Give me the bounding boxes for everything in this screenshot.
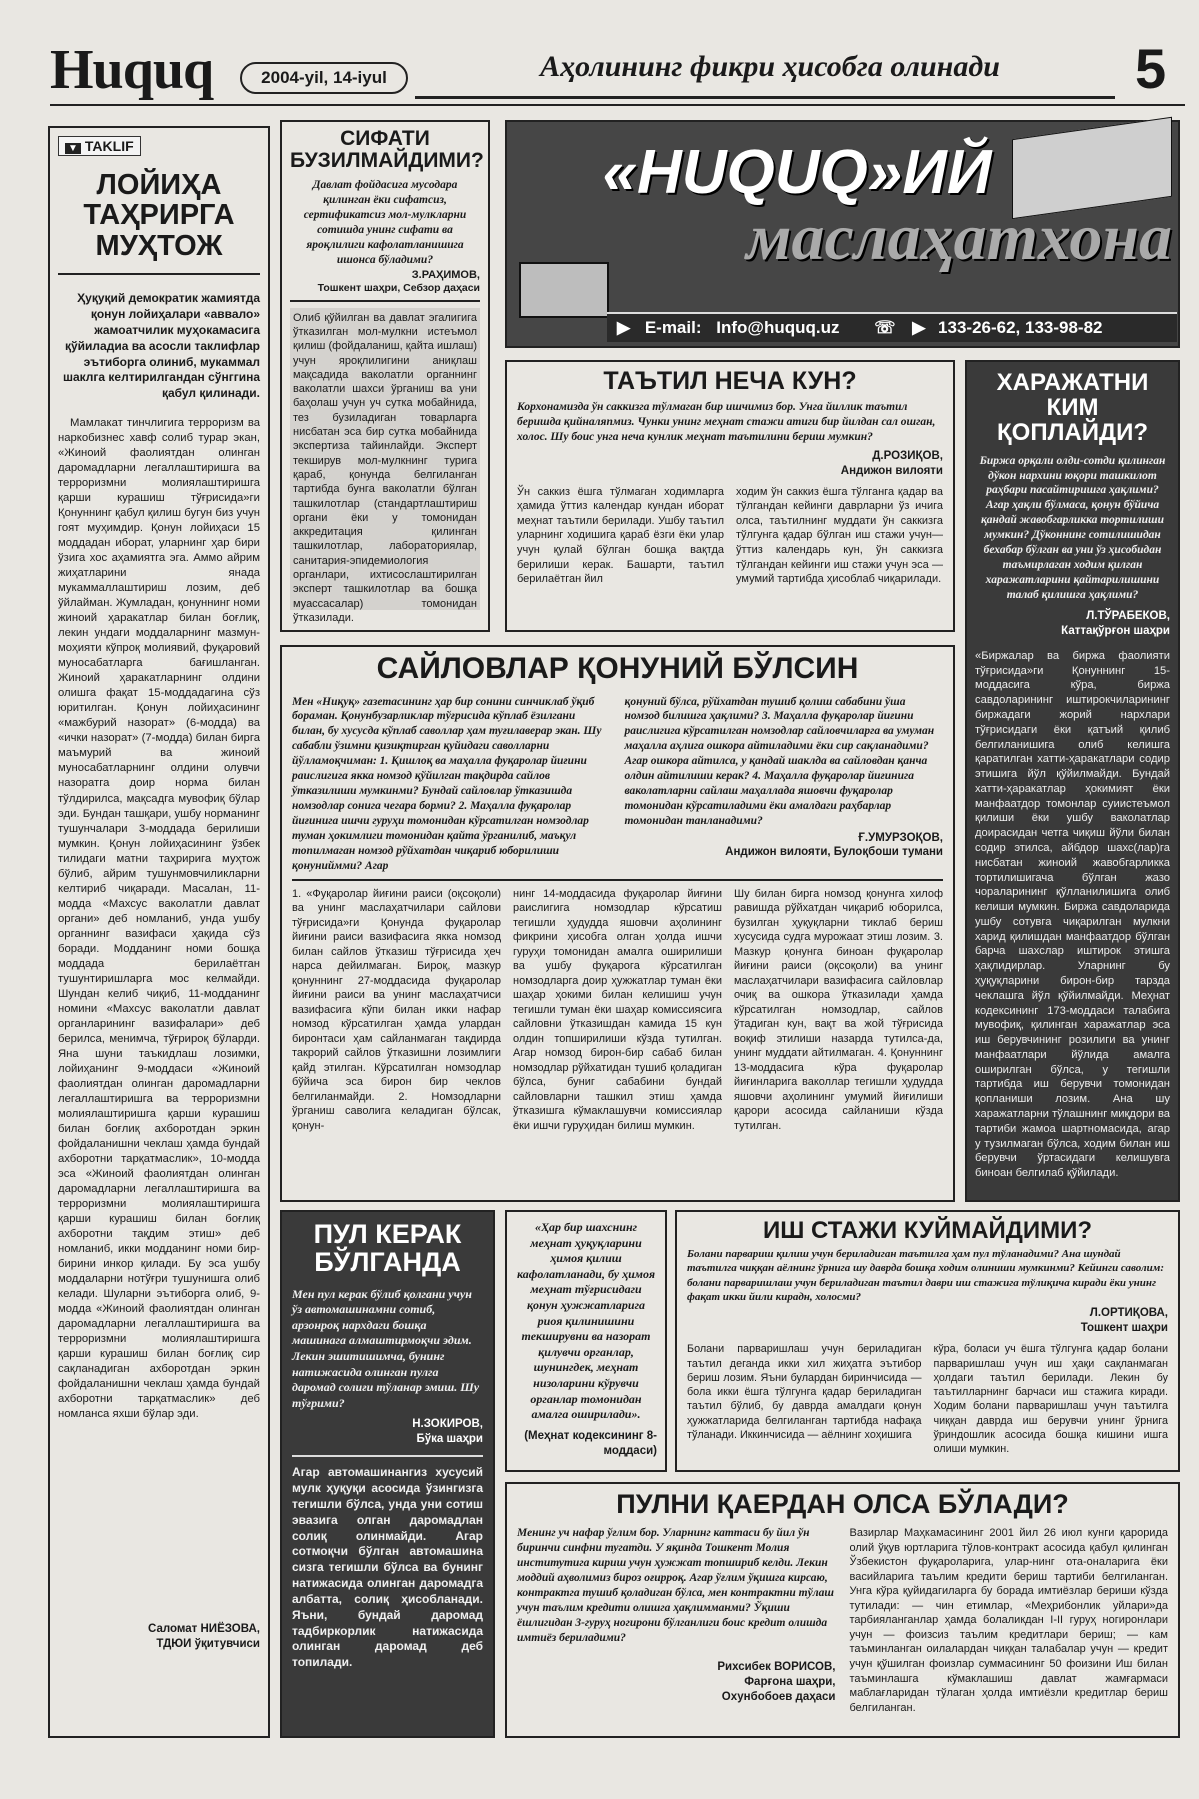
stazh-article (675, 1210, 1180, 1472)
author-location: Тошкент шаҳри (1080, 1322, 1168, 1335)
article-body: Агар автомашинангиз хусусий мулк ҳуқуқи асосида ўзингизга тегишли бўлса, унда уни сотиш эвазига олган даромадлан солиқ олинмайди. Агар сотмоқчи бўлган автомашина сизга тегишли бўлса ва бунинг натижасида олинган даромадга албатта, солиқ ҳисобланади. Яъни, бундай даромад тадбиркорлик натижасида олинган даромад деб топилади. (292, 1465, 483, 1670)
article-title: ТАЪТИЛ НЕЧА КУН? (603, 367, 857, 395)
article-title: ИШ СТАЖИ КУЙМАЙДИМИ? (762, 1217, 1093, 1244)
article-lead: Болани парвариш қилиш учун бериладиган таътилга ҳам пул тўланадими? Ана шундай таътилга чиққан аёлнинг ўрнига шу даврда бошқа ходим олиниши мумкинми? Кейинги саволим: болани парваришлаш учун бериладиган таътил даври иш стажига тўлиқича киради ёки унинг фақат икки йили кирадн, холосми? (687, 1248, 1164, 1304)
article-col-3: Шу билан бирга номзод қонунга хилоф равишда рўйхатдан чиқариб юборилса, бузилган ҳуқуқларни тиклаб бериш хусусида судга мурожаат этиш лозим. 3. Мазкур қонунга биноан фуқаролар йиғини раиси (оқсоқоли) ва унинг маслаҳатчилари вазифасига сайловлар очиқ ва ошкора ўтказилади ҳамда кўрсатилган номзодлар, сайлов ўтадиган кун, вақт ва жой тўғрисида воқиф этилиши назарда тутилса-да, унинг муддати айтилмаган. 4. Қонуннинг 13-моддасига кўра фуқаролар йиғинларига ваколлар тегишли ҳудудда яшовчи аҳолининг умумий йиғилиши қарори асосида сайланиши кўзда тутилган. (734, 887, 943, 1132)
article-col-2: ходим ўн саккиз ёшга тўлганга қадар ва тўлгандан кейинги даврларни ўз ичига олса, таътилнинг муддати ўн саккизга тўлгунга қадар бўлган иш стажи учун—ўттиз календарь кун, ўн саккизга тўлгандан кейинги иш стажи учун эса — умумий тартибда ҳисоблаб чиқарилади. (736, 485, 943, 586)
article-body: Олиб қўйилган ва давлат эгалигига ўтказилган мол-мулкни истеъмол қилиш (фойдаланиш, қайта ишлаш) учун яроқлилигини аниқлаш мақсадида ваколатли органнинг ваколатли шахси ўрганиш ва уни баҳолаш учун уч сутка мобайнида, тез бузиладиган товарларга нисбатан эса бир сутка мобайнида экспертиза тайинлайди. Эксперт текширув мол-мулкнинг турига қараб, қонунда белгиланган тартибда бунга ваколатли бўлган ташкилотлар (стандартлаштириш органи ёки у томонидан аккредитация қилинган ташкилотлар, лабораториялар, санитария-эпидемиология органлари, ихтисослаштирилган эксперт ташкилотлар ва бошқа муассасалар) томонидан ўтказилади. (290, 308, 480, 610)
author-name: Ғ.УМУРЗОҚОВ, (858, 831, 943, 844)
article-lead: Корхонамизда ўн саккизга тўлмаган бир ишчимиз бор. Унга йиллик таътил беришда қийналяпмиз. Чунки унинг меҳнат стажи атиги бир йилдан сал ошган, холос. Шу боис унга неча кунлик меҳнат таътилини бериш мумкин? (517, 401, 936, 444)
author-location-city: Фарғона шаҳри, (744, 1676, 836, 1689)
arrow-right-icon: ▶ (617, 318, 631, 337)
article-body: Вазирлар Маҳкамасининг 2001 йил 26 июл кунги қарорида олий ўқув юртларига тўлов-контракт асосида қабул қилинган Ўзбекистон фуқароларига, улар-нинг ота-оналарига ёки васийларига таълим кредити бериш тартиби белгиланган. Унга кўра қуйидагиларга бу борада имтиёзлар бериши кўзда тутилади: — чин етимлар, «Меҳрибонлик уйлари»да тарбияланганлар ҳамда болаликдан I-II гуруҳ ногиронлари учун — фоизсиз таълим кредитлари бериш; — кам таъминланган оилалардан чиққан талабалар учун — кредит учун қўшилган фоизлар суммасининг 50 фоизини Иш билан таъминлашга кўмаклашиш давлат жамғармаси маблағларидан тўлаган ҳолда имтиёзли кредитлар бериш белгиланган. (849, 1527, 1168, 1714)
article-title: ХАРАЖАТНИ КИМ ҚОПЛАЙДИ? (996, 369, 1149, 447)
author-name: Д.РОЗИҚОВ, (872, 450, 943, 463)
harajat-article (965, 360, 1180, 1202)
article-lead-part-2: қонуний бўлса, рўйхатдан тушиб қолиш сабабини ўша номзод билишга ҳақлими? 3. Маҳалла фуқаролар йиғини раислигига кўрсатилган номзодлар сайловчиларга ва умуман маҳалла аҳлига ошкора айтиладими ёки сир сақланадими? Агар ошкора айтилса, у қандай шаклда ва сайловдан қанча олдин айтилиши керак? 4. Маҳалла фуқаролар йиғинига ваколатларни сайлаш маҳаллада яшовчи фуқаролар томонидан кўрсатиладими ёки амалдаги раҳбарлар томонидан танланадими? (624, 695, 935, 827)
article-title: ПУЛНИ ҚАЕРДАН ОЛСА БЎЛАДИ? (616, 1489, 1069, 1519)
phone-numbers: 133-26-62, 133-98-82 (938, 318, 1103, 337)
consultation-banner (505, 120, 1180, 348)
article-title: СИФАТИ БУЗИЛМАЙДИМИ? (290, 127, 484, 173)
author-name: Н.ЗОКИРОВ, (412, 1418, 483, 1431)
article-col-1: Ўн саккиз ёшга тўлмаган ходимларга ҳамида ўттиз календар кундан иборат меҳнат таътили берилади. Ушбу таътил уларнинг ходишига қараб ёзги ёки улар учун қулай бўлган бошқа вақтда берилиши керак. Башарти, таътил берилаётган йил (517, 485, 724, 586)
article-col-1: 1. «Фуқаролар йиғини раиси (оқсоқоли) ва унинг маслаҳатчилари сайлови тўғрисида»ги Қонунда фуқаролар йиғини раиси вазифасига якка номзод билан сайлов ўтказиш тўғрисида ҳеч нарса дейилмаган. Бироқ, мазкур қонуннинг 27-моддасида фуқаролар йиғини раиси ва унинг маслаҳатчиси вазифасига кўпи билан икки нафар номзод кўрсатилган ҳамда улардан биронтаси ҳам сайланмаган тақдирда такрорий сайлов ўтказишни лозимлиги қайд этилган. Кўрсатилган номзодлар бўйича эса бирон бир чеклов белгиланмайди. 2. Номзодларни ўрганиш саволига келадиган бўлсак, қонун- (292, 887, 501, 1132)
tatil-article (505, 360, 955, 632)
article-title: ЛОЙИҲА ТАҲРИРГА МУҲТОЖ (83, 169, 235, 262)
banner-title-maslahatxona: маслаҳатхона (746, 201, 1172, 274)
article-lead: Мен пул керак бўлиб қолгани учун ўз автомашинамни сотиб, арзонроқ нархдаги бошқа машинага алмаштирмоқчи эдим. Лекин эшитишимча, бунинг натижасида олинган пулга даромад солиғи тўланар эмиш. Шу тўғрими? (292, 1286, 480, 1410)
laptop-icon (519, 262, 609, 318)
article-body: «Биржалар ва биржа фаолияти тўғрисида»ги Қонуннинг 15-моддасига кўра, биржа савдоларининг иштирокчиларининг биржадаги жорий нархлари тўғрисидаги ёки қатъий қилиб белгиланишига олиб келишга қаратилган хатти-ҳаракатлари содир этишига йўл қўйилмайди. Бундай хатти-ҳаракатлар ҳокимият ёки манфаатдор томонлар суиистеъмол қилиши ёки ушбу ваколатлар доирасидан четга чиқиш йўли билан содир этилса, айбдор шахс(лар)га нисбатан жиноий жавобгарликка тортилишигача бўлган жазо чораларининг қўлланилишига олиб келиши мумкин. Биржа савдоларида ушбу сотувга чиқарилган мулкни харид қилишдан манфаатдор бўлган барча шахслар иштирок этишга ҳақлидирлар. Уларнинг бу ҳуқуқларини бирон-бир тарзда чеклашга йўл қўйилмайди. Меҳнат кодексининг 173-моддаси талабига мувофиқ, қилинган харажатлар эса иш берувчининг розилиги ва унинг манфаатлари йўлида амалга оширилган бўлса, у тегишли тартибда иш берувчи томонидан қопланиши лозим. Ана шу харажатларни тўлашнинг миқдори ва тартиби жамоа шартномасида, агар у тузилмаган бўлса, ходим билан иш берувчи ўртасидаги келишувга биноан белгилаб қўйилади. (975, 649, 1170, 1180)
masthead-divider (415, 96, 1115, 99)
author-name: З.РАҲИМОВ, (411, 268, 480, 281)
author-location: Андижон вилояти, Булоқбоши тумани (725, 846, 943, 859)
phone-icon: ☏ (874, 318, 896, 337)
masthead-title: Huquq (50, 39, 214, 101)
author-position: ТДЮИ ўқитувчиси (156, 1638, 260, 1651)
article-lead: Менинг уч нафар ўғлим бор. Уларнинг каттаси бу йил ўн биринчи синфни тугатди. У яқинда Тошкент Молия институтига кириш учун ҳужжат топшириб келди. Лекин моддий аҳволимиз бироз оғирроқ. Агар ўғлим ўқишга кирсаю, контрактга тушиб қоладиган бўлса, мен контрактни тўлаш учун таълим кредити олишга ҳақлимманми? Ўқиши ёшлигидан 3-гуруҳ ногирони бўлганлиги боис кредит олишда имтиёз бериладими? (517, 1527, 834, 1644)
author-location-district: Охунбобоев даҳаси (721, 1691, 836, 1704)
page-number: 5 (1135, 37, 1167, 100)
author-name: Л.ОРТИҚОВА, (1089, 1307, 1168, 1320)
article-col-1: Болани парваришлаш учун бериладиган таътил деганда икки хил жиҳатга эътибор бериш лозим. Яъни булардан биринчисида — бола икки ёшга тўлгунга қадар бериладиган таътил бўлиб, бу даврда амалдаги қонун ҳужжатларида белгиланган тартибда нафақа тўланади. Иккинчисида — аёлнинг хоҳишига (687, 1343, 922, 1441)
author-name: Саломат НИЁЗОВА, (148, 1623, 260, 1636)
divider (290, 300, 480, 302)
saylov-article (280, 645, 955, 1202)
divider (292, 1455, 483, 1457)
article-col-2: кўра, боласи уч ёшга тўлгунга қадар болани парваришлаш учун иш ҳақи сақланмаган ҳолдаги таътил берилади. Лекин бу таътилларнинг барчаси иш стажига киради. Ходим болани парваришлаш учун таътилга чиққан даврда иш берувчи унинг ўрнига ўриндошлик асосида бошқа кишини ишга олиши мумкин. (933, 1343, 1168, 1455)
sifati-article (280, 120, 490, 632)
article-lead: Ҳуқуқий демократик жамиятда қонун лойиҳалари «аввало» жамоатчилик муҳокамасига қўйиладиа ва асосли таклифлар эътиборга олиниб, мукаммал шаклга келтирилгандан сўнггина қабул қилинади. (62, 291, 260, 401)
masthead-slogan: Аҳолининг фикри ҳисобга олинади (540, 50, 1000, 83)
article-lead-part-1: Мен «Ниқуқ» газетасининг ҳар бир сонини синчиклаб ўқиб бораман. Қонунбузарликлар тўғрисида кўплаб ёзилгани билан, бу хусусда кўплаб саволлар ҳам туғилаверар экан. Шу сабабли ўзимни қизиқтирган қуйидаги саволларни йўлламоқчиман: 1. Қишлоқ ва маҳалла фуқаролар йиғини раислигига якка номзод қўйилган тақдирда сайлов ўтказилиши мумкинми? Бундай сайловлар ўтказишда номзодлар сонига чегара борми? 2. Маҳалла фуқаролар йиғинига ишчи гуруҳи томонидан кўрсатилган номзодлар туман ҳокимлиги томонидан қайта ўрганилиб, маъқул топилмаган номзод рўйхатдан чиқариб юборилиши қонуниймми? Агар (292, 695, 602, 872)
triangle-down-icon: ▼ (65, 143, 81, 154)
banner-title-huquq: «HUQUQ»ИЙ (602, 138, 992, 207)
article-lead: Биржа орқали олди-сотди қилинган дўкон нархини юқори ташкилот раҳбари пасайтиришга ҳақлими? Агар ҳақли бўлмаса, қонун бўйича қандай жавобгарликка тортилиши мумкин? Дўконнинг сотилишидан бехабар бўлган ва уни ўз ҳисобидан таъмирлаган ходим қилган харажатларини қайтарилишини талаб қилишга ҳақлими? (979, 454, 1166, 601)
article-lead: Давлат фойдасига мусодара қилинган ёки сифатсиз, сертификатсиз мол-мулкларни сотишда унинг сифати ва яроқлилиги кафолатланишига ишонса бўладими? (303, 179, 467, 266)
pulni-article (505, 1482, 1180, 1738)
masthead-rule (50, 104, 1185, 106)
author-location: Андижон вилояти (840, 465, 943, 477)
left-article (48, 126, 270, 1738)
divider (58, 273, 260, 275)
quote-text: «Ҳар бир шахснинг меҳнат ҳуқуқларини ҳимоя қилиш кафолатланади, бу ҳимоя меҳнат тўғрисидаги қонун ҳужжатларига риоя қилинишини текширувни ва назорат қилувчи органлар, шунингдек, меҳнат низоларини кўрувчи органлар томонидан амалга оширилади». (516, 1220, 656, 1422)
pul-article (280, 1210, 495, 1738)
article-body: Мамлакат тинчлигига терроризм ва наркобизнес хавф солиб турар экан, «Жиноий фаолиятдан олинган даромадларни легаллаштиришга ва терроризмни молиялаштиришга қарши курашиш тўғрисида»ги Қонуннинг қабул қилиш бугун биз учун гоят муҳимдир. Қонун лойиҳаси 15 моддадан иборат, уларнинг ҳар бири ўзига хос аҳамиятга эга. Аммо айрим жиҳатларини янада мукаммаллаштириш лозим, деб ўйлайман. Жумладан, қонуннинг номи жиноий ҳаракатлар билан боғлиқ, лекин ундаги моддаларнинг мазмун-моҳияти кўпроқ молиявий, фуқаровий муносабатларга бағишланган. Жиноий ҳаракатларнинг олдини олишга фақат 15-моддадагина сўз юритилган. Қонун лойиҳасининг «мажбурий назорат» (6-модда) ва «ички назорат» (7-модда) билан бирга маъмурий ва жиноий муносабатларнинг олдини олувчи назоратга доир норма билан тўлдирилса, мақсадга мувофиқ бўлар эди. Бундан ташқари, ушбу норманинг тушунчалари 3-моддада берилиши мумкин. Қонун лойиҳасининг ўзбек тилидаги матни таҳририга муҳтож бўлиб, айрим тушунмовчиликларни келтириб чиқаради. Масалан, 11-модда «Махсус ваколатли давлат органи» деб номланиб, унда ушбу органнинг вазифаси ҳақида сўз боради. Модданинг номи бошқа моддада берилаётган тушунтиришларга мос келмайди. Шундан келиб чиқиб, 11-модданинг номини «Махсус ваколатли давлат органларининг вазифалари» деб берилса, менимча, тўғрироқ бўларди. Яна шуни таъкидлаш лозимки, лойиҳанинг 9-моддаси «Жиноий фаолиятдан олинган даромадларни легаллаштиришга ва терроризмни молиялаштиришга қарши курашиш билан боғлиқ ахборотдан эркин фойдаланишни чеклаш ҳамда бундай ахборотни тарқатмаслик», 10-модда эса «Жиноий фаолиятдан олинган даромадларни легаллаштиришга ва терроризмни молиялаштиришга қарши курашиш билан боғлиқ ахборотни тақдим этиш» деб номланиб, икки модданинг номи бир-бирини инкор қилади. Бу эса ушбу моддаларни нотўғри тушунишга олиб келади. Шуларни эътиборга олиб, 9-модда «Жиноий фаолиятдан олинган даромадларни легаллаштиришга ва терроризмни молиялаштиришга қарши курашиш билан боғлиқ сир сақланадиган ахборотдан эркин фойдаланишни чеклаш ҳамда бундай ахборотни тарқатмаслик» деб номланса яхши бўлар эди. (58, 417, 260, 1421)
divider (292, 879, 943, 881)
masthead-date: 2004-yil, 14-iyul (240, 62, 408, 94)
email-link[interactable]: Info@huquq.uz (716, 318, 840, 337)
email-label: E-mail: (644, 318, 702, 337)
quote-source: (Меҳнат кодексининг 8-моддаси) (524, 1429, 657, 1457)
article-col-2: нинг 14-моддасида фуқаролар йиғини раислигига номзодлар кўрсатиш тегишли ҳудудда яшовчи аҳолининг фикрини ҳисобга олган ҳолда ишчи гуруҳи томонидан амалга оширилиши ва ушбу фуқарога кўрсатилган номзодларга доир ҳужжатлар туман ёки шаҳар ҳокими билан келишиш учун тегишли туман ёки шаҳар комиссиясига сайловни ўтказишдан камида 15 кун олдин топширилиши кўзда тутилган. Агар номзод бирон-бир сабаб билан номзодлар рўйхатидан тушиб қоладиган бўлса, буниг сабабини бундай сайловларни ташкил этиш ҳамда ўтказишга кўмаклашувчи комиссиялар ёки ишчи гуруҳидан билиш мумкин. (513, 887, 722, 1132)
author-location: Бўка шаҳри (416, 1433, 483, 1446)
author-location: Тошкент шаҳри, Себзор даҳаси (317, 282, 480, 295)
author-location: Каттақўрғон шаҳри (1061, 624, 1170, 637)
article-title: ПУЛ КЕРАК БЎЛГАНДА (313, 1219, 462, 1278)
labor-code-quote (505, 1210, 667, 1472)
arrow-right-icon: ▶ (912, 318, 926, 337)
contact-bar (607, 312, 1177, 342)
author-name: Рихсибек ВОРИСОВ, (717, 1661, 836, 1674)
article-title: САЙЛОВЛАР ҚОНУНИЙ БЎЛСИН (376, 652, 859, 685)
article-tag: ▼ TAKLIF (58, 136, 141, 156)
author-name: Л.ТЎРАБЕКОВ, (1086, 609, 1170, 622)
